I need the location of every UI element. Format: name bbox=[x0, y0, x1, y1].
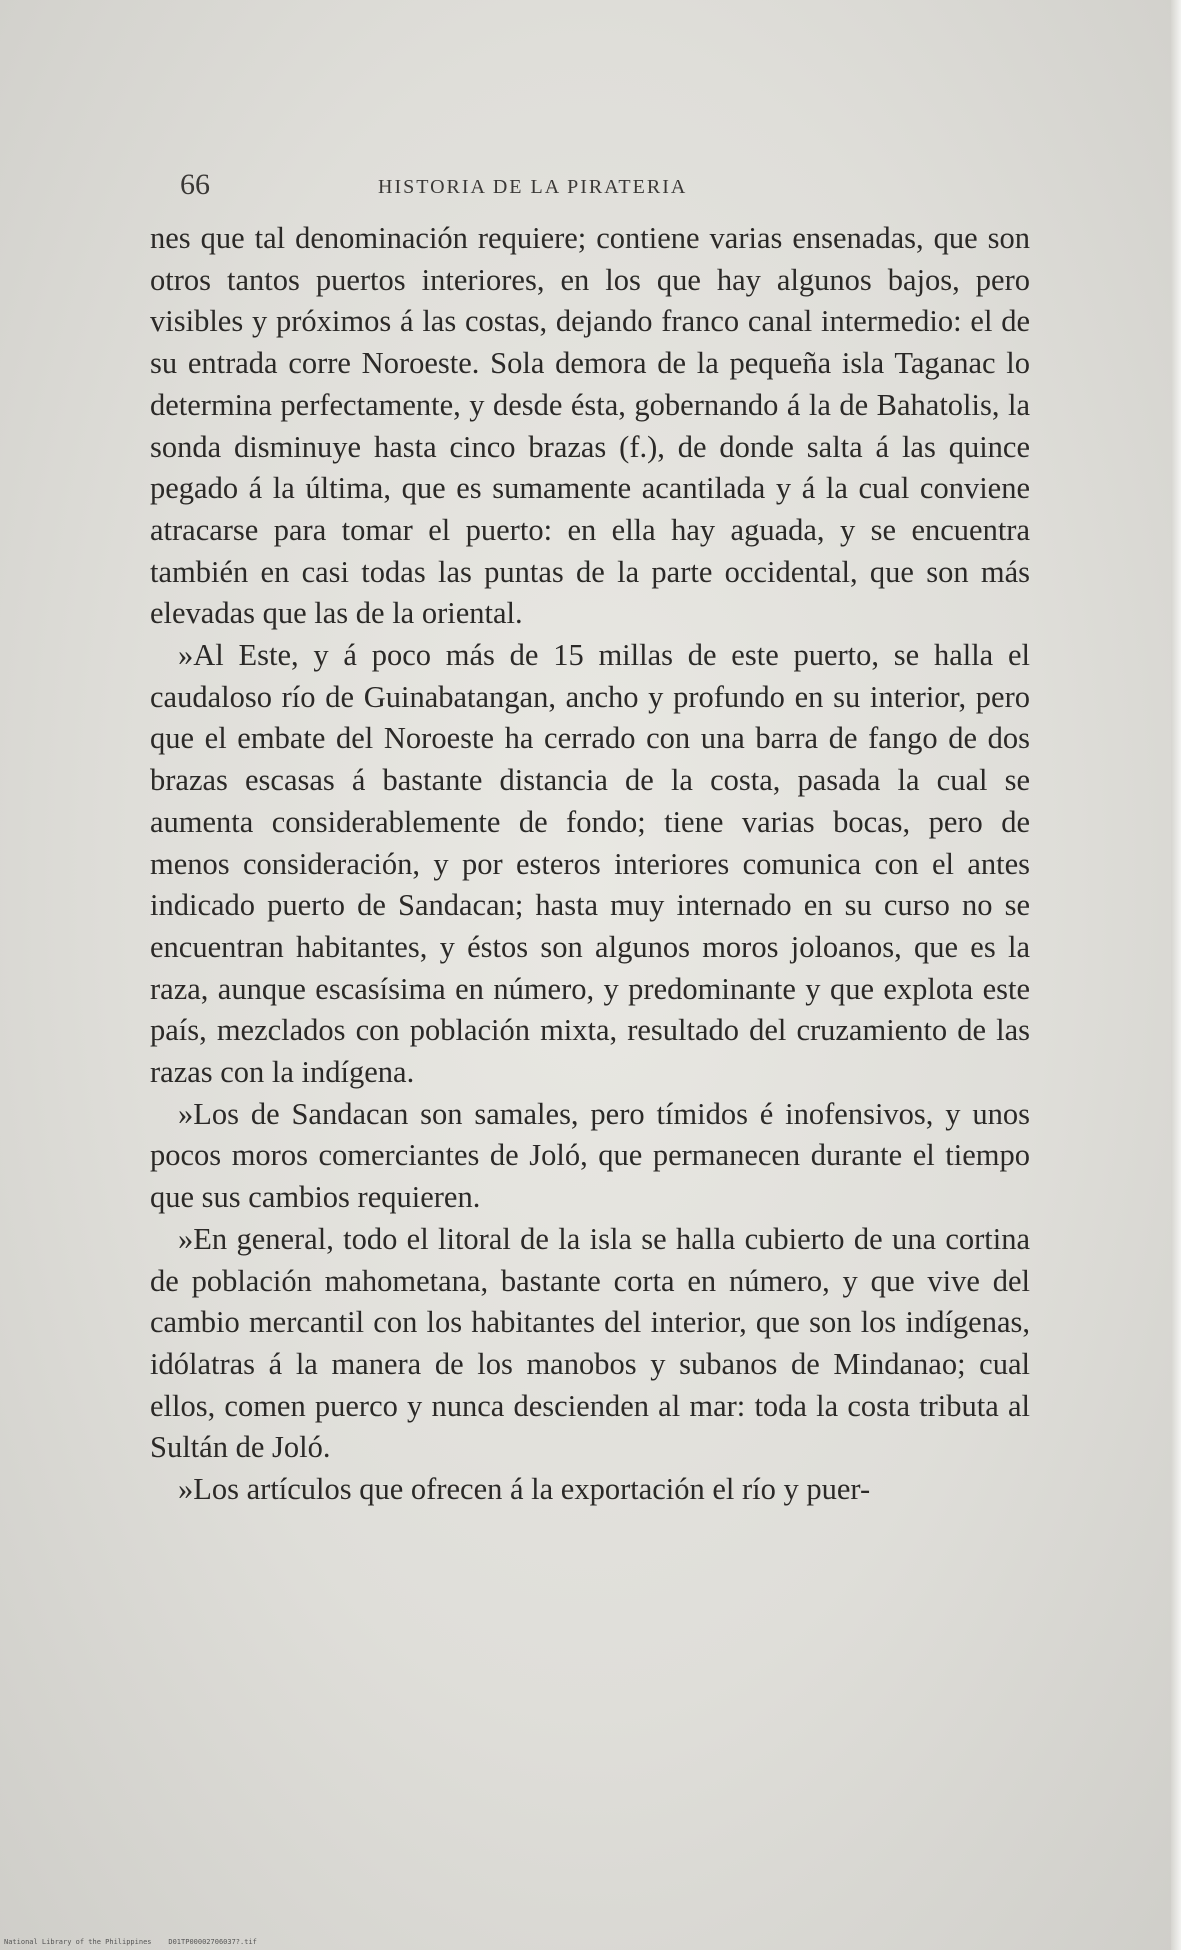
body-text bbox=[150, 218, 1030, 1511]
paragraph: »Los de Sandacan son samales, pero tímidos é inofensivos, y unos pocos moros comerciantes de Joló, que permanecen durante el tiempo que sus cambios requieren. bbox=[150, 1096, 1030, 1215]
running-title: HISTORIA DE LA PIRATERIA bbox=[378, 176, 688, 198]
page-number: 66 bbox=[180, 168, 210, 201]
footer-library: National Library of the Philippines bbox=[4, 1938, 152, 1946]
paragraph: nes que tal denominación requiere; contiene varias ensenadas, que son otros tantos puertos interiores, en los que hay algunos bajos, pero visibles y próximos á las costas, dejando franco canal intermedio: el de su entrada corre Noroeste. Sola demora de la pequeña isla Taganac lo determina perfectamente, y desde ésta, gobernando á la de Bahatolis, la sonda disminuye hasta cinco brazas (f.), de donde salta á las quince pegado á la última, que es sumamente acantilada y á la cual conviene atracarse para tomar el puerto: en ella hay aguada, y se encuentra también en casi todas las puntas de la parte occidental, que son más elevadas que las de la oriental. bbox=[150, 221, 1030, 631]
paragraph: »Los artículos que ofrecen á la exportación el río y puer- bbox=[178, 1472, 871, 1507]
page-edge bbox=[1171, 0, 1181, 1950]
paragraph: »En general, todo el litoral de la isla se halla cubierto de una cortina de población mahometana, bastante corta en número, y que vive del cambio mercantil con los habitantes del interior, que son los indígenas, idólatras á la manera de los manobos y subanos de Mindanao; cual ellos, comen puerco y nunca descienden al mar: toda la costa tributa al Sultán de Joló. bbox=[150, 1221, 1030, 1465]
running-head bbox=[0, 168, 1181, 208]
footer-file-id: D01TP00002706037?.tif bbox=[168, 1938, 257, 1946]
paragraph: »Al Este, y á poco más de 15 millas de este puerto, se halla el caudaloso río de Guinabatangan, ancho y profundo en su interior, pero que el embate del Noroeste ha cerrado con una barra de fango de dos brazas escasas á bastante distancia de la costa, pasada la cual se aumenta considerablemente de fondo; tiene varias bocas, pero de menos consideración, y por esteros interiores comunica con el antes indicado puerto de Sandacan; hasta muy internado en su curso no se encuentran habitantes, y éstos son algunos moros joloanos, que es la raza, aunque escasísima en número, y predominante y que explota este país, mezclados con población mixta, resultado del cruzamiento de las razas con la indígena. bbox=[150, 638, 1030, 1090]
scan-footer bbox=[4, 1938, 257, 1946]
